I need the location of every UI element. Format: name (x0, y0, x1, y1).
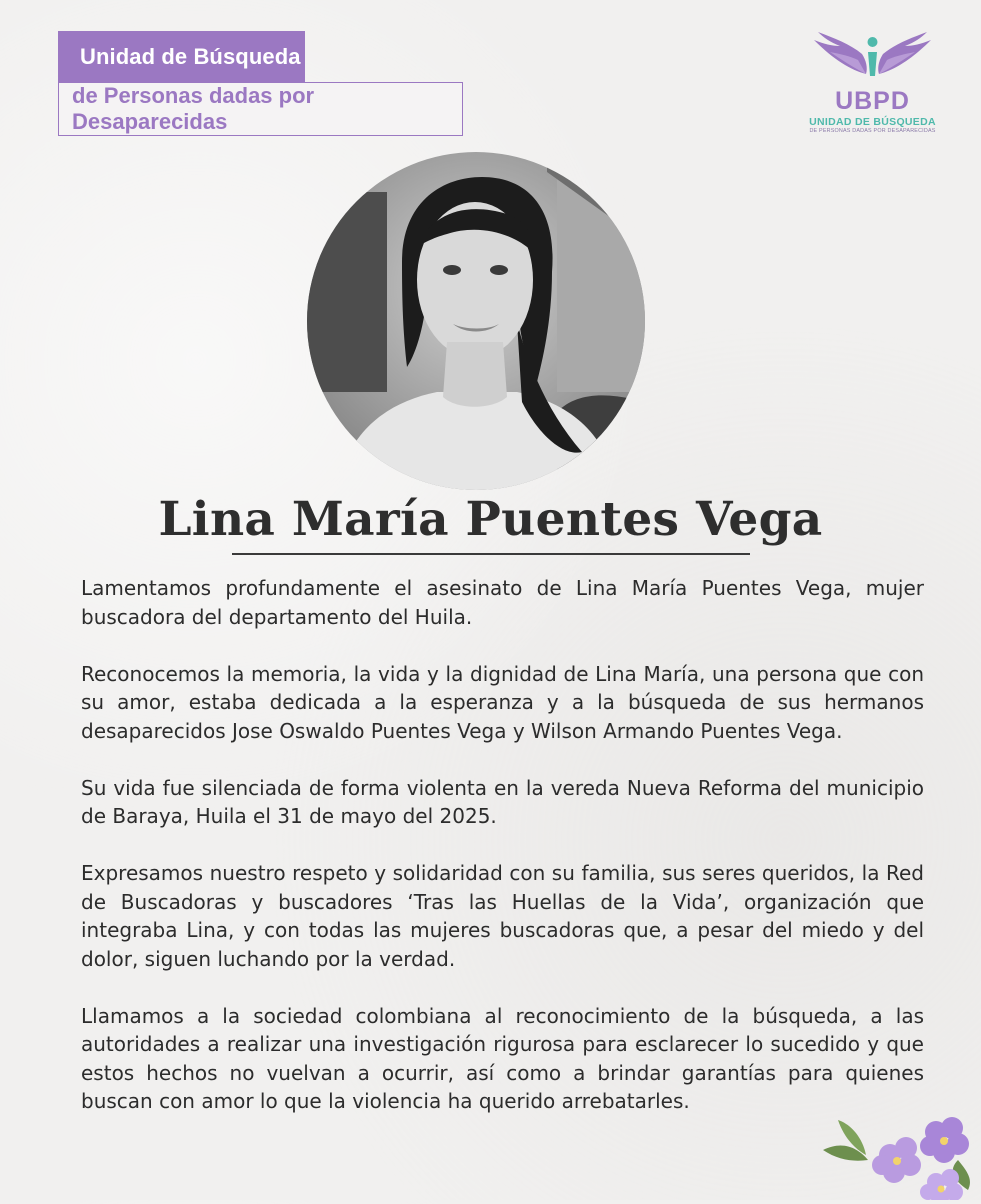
org-name-banner (58, 31, 305, 82)
logo-acronym: UBPD (835, 87, 910, 115)
ubpd-logo (800, 30, 945, 140)
statement-body (81, 574, 924, 1144)
paragraph-1: Lamentamos profundamente el asesinato de Lina María Puentes Vega, mujer buscadora del departamento del Huila. (81, 576, 924, 629)
person-name: Lina María Puentes Vega (158, 492, 823, 547)
flowers-decoration (818, 1110, 981, 1200)
org-name-line2: de Personas dadas por Desaparecidas (72, 83, 315, 134)
logo-tagline-1: UNIDAD DE BÚSQUEDA (809, 116, 936, 128)
portrait-photo (307, 152, 645, 490)
paragraph-4: Expresamos nuestro respeto y solidaridad con su familia, sus seres queridos, la Red de Buscadoras y buscadores ‘Tras las Huellas de la Vida’, organización que integraba Lina, y con todas las mujeres buscadoras que, a pesar del miedo y del dolor, siguen luchando por la verdad. (81, 861, 924, 971)
paragraph-3: Su vida fue silenciada de forma violenta en la vereda Nueva Reforma del municipio de Baraya, Huila el 31 de mayo del 2025. (81, 775, 924, 828)
logo-tagline-2: DE PERSONAS DADAS POR DESAPARECIDAS (809, 128, 936, 134)
paragraph-2: Reconocemos la memoria, la vida y la dignidad de Lina María, una persona que con su amor, estaba dedicada a la esperanza y a la búsqueda de sus hermanos desaparecidos Jose Oswaldo Puentes Vega y Wilson Armando Puentes Vega. (81, 661, 924, 743)
flower-icon (818, 1110, 981, 1200)
paragraph-5: Llamamos a la sociedad colombiana al reconocimiento de la búsqueda, a las autoridades a realizar una investigación rigurosa para esclarecer lo sucedido y que estos hechos no vuelvan a ocurrir, así como a brindar garantías para quienes buscan con amor lo que la violencia ha querido arrebatarles. (81, 1003, 924, 1113)
name-divider (232, 553, 750, 555)
org-name-line1: Unidad de Búsqueda (80, 43, 301, 69)
hands-wings-icon (806, 30, 939, 86)
org-name-subbanner (58, 82, 463, 136)
